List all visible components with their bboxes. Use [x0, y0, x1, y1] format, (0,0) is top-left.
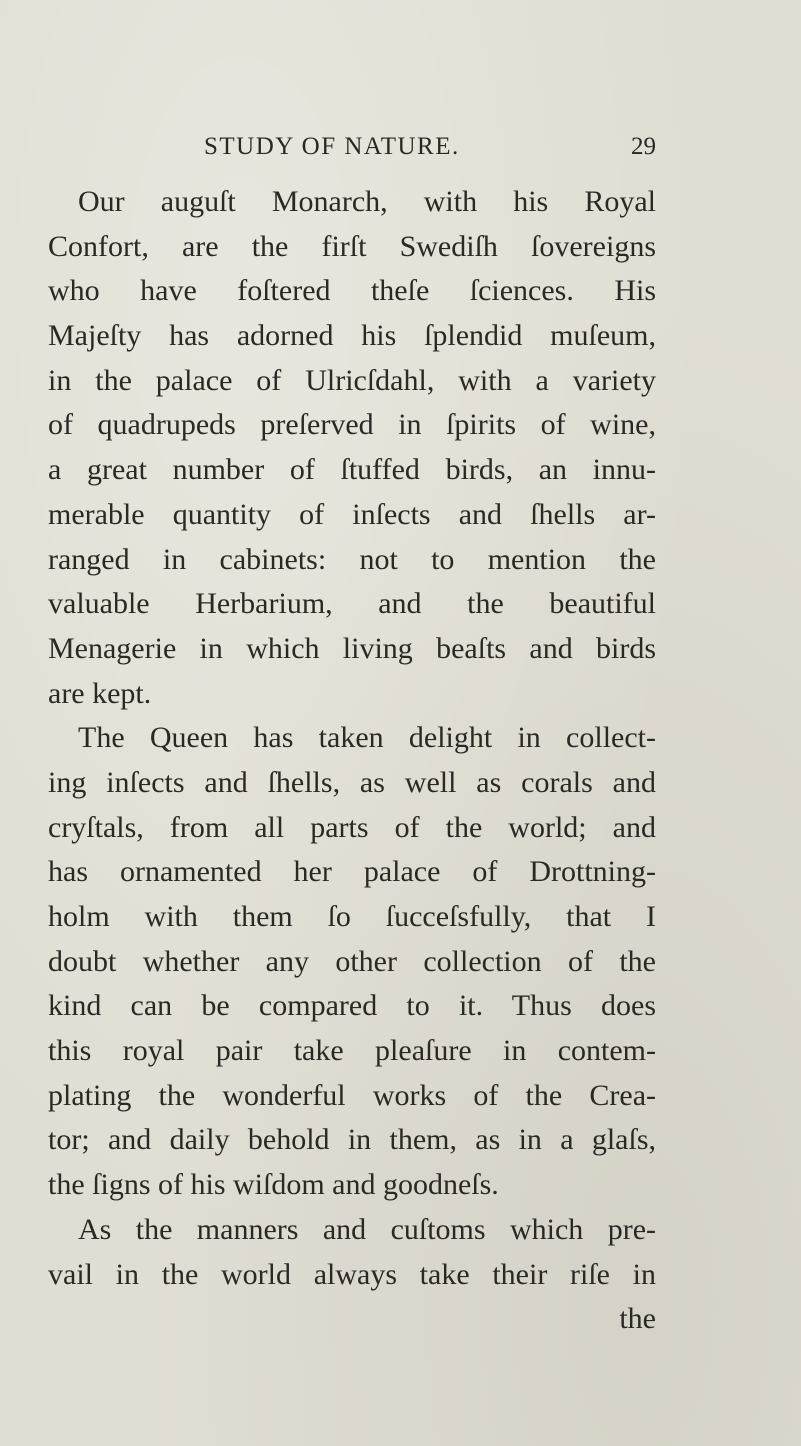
text-line: plating the wonderful works of the Crea-: [48, 1078, 656, 1112]
text-line: Menagerie in which living beaſts and birds: [48, 631, 656, 665]
text-line: Confort, are the firſt Swediſh ſovereigns: [48, 229, 656, 263]
text-line: vail in the world always take their riſe in: [48, 1257, 656, 1291]
text-line: tor; and daily behold in them, as in a glaſs,: [48, 1123, 656, 1157]
text-line: are kept.: [48, 676, 152, 710]
text-line: ranged in cabinets: not to mention the: [48, 542, 656, 576]
text-line: cryſtals, from all parts of the world; and: [48, 810, 656, 844]
text-line: in the palace of Ulricſdahl, with a variety: [48, 363, 656, 397]
text-line: of quadrupeds preſerved in ſpirits of wine,: [48, 408, 656, 442]
text-line: the ſigns of his wiſdom and goodneſs.: [48, 1168, 499, 1202]
text-line: merable quantity of inſects and ſhells ar-: [48, 497, 656, 531]
catchword: the: [619, 1302, 656, 1336]
text-line: Majeſty has adorned his ſplendid muſeum,: [48, 319, 656, 353]
running-head: [204, 133, 656, 169]
text-line: kind can be compared to it. Thus does: [48, 989, 656, 1023]
text-line: a great number of ſtuffed birds, an innu-: [48, 453, 656, 487]
text-line: who have foſtered theſe ſciences. His: [48, 274, 656, 308]
text-line: holm with them ſo ſucceſsfully, that I: [48, 900, 656, 933]
page-number: 29: [631, 133, 656, 160]
body-text: [48, 180, 656, 1342]
text-line: has ornamented her palace of Drottning-: [48, 855, 656, 889]
text-line: valuable Herbarium, and the beautiful: [48, 587, 656, 621]
text-line: ing inſects and ſhells, as well as corals and: [48, 765, 656, 799]
text-line: The Queen has taken delight in collect-: [78, 721, 656, 755]
text-line: As the manners and cuſtoms which pre-: [78, 1212, 656, 1246]
running-title: STUDY OF NATURE.: [204, 133, 460, 160]
text-line: this royal pair take pleaſure in contem-: [48, 1034, 656, 1068]
text-line: doubt whether any other collection of the: [48, 944, 656, 978]
text-line: Our auguſt Monarch, with his Royal: [78, 185, 656, 218]
